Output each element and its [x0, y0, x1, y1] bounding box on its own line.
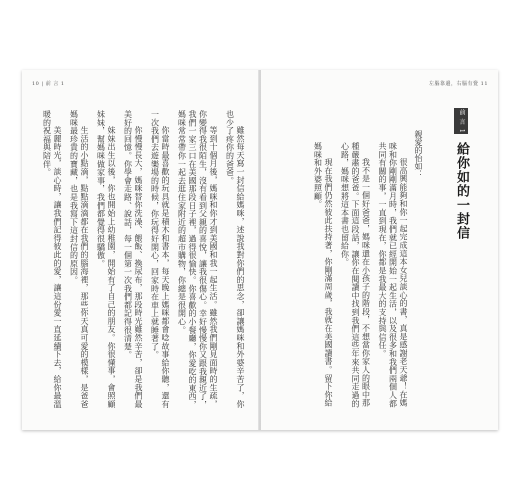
chapter-title: 給你如的一封信 — [454, 142, 469, 240]
left-page-folio: 10 | 前 言 1 — [32, 81, 65, 87]
chapter-label: 前 言 1 — [454, 108, 468, 134]
book-spread — [22, 70, 498, 430]
right-page-folio: 左腦靠邊，右腦有覺 11 — [429, 81, 488, 87]
body-paragraph: 妹妹出生以後，你也開始上幼稚園，開始有了自己的朋友。你很懂事，會照顧妹妹，幫媽咪做家事，我們都覺得很驕傲。 — [96, 110, 116, 409]
salutation: 親愛的怡如： — [414, 130, 423, 178]
body-paragraph: 美麗時光，談心時，讓我們記得彼此的愛，讓這份愛一直延續下去，給你最溫暖的祝福與陪伴。 — [42, 110, 62, 409]
left-page-body — [42, 110, 245, 410]
body-paragraph: 生活的小點滴，點點滴滴都在我們的腦海裡，那些你天真可愛的模樣，是爸爸媽咪最珍貴的寶藏，也是我寫下這封信的原因。 — [69, 110, 89, 409]
body-paragraph: 你當時最喜歡的玩具就是積木和書本，每天晚上媽咪都會唸故事給你聽，還有一次我們去遊樂場的時候，你玩得好開心，回家時在車上就睡著了。 — [150, 110, 170, 409]
body-paragraph: 等到十個月後，媽咪和你才到美國和我一起生活。雖然我們剛見面時的生疏，你變得我很陌生，沒有看到父親的喜悅，讓我很傷心。幸好慢慢你又跟我親近了，我們一家三口在美國那段日子裡，過得很愉快。你喜歡的小餐廳，你愛吃的東西，媽咪常常帶你一起去逛住家附近的超市購物，你總是很開心。 — [177, 110, 218, 409]
left-page — [22, 70, 259, 430]
body-paragraph: 我不是一個好爸爸，媽咪還在小孩子的階段，不想當你家人的眼中那種嚴肅的爸爸。下面這段話，讓你在閱讀中找到我們這些年來共同走過的心路，媽咪想將這本書也留給你。 — [340, 142, 371, 408]
body-paragraph: 現在我們仍然彼此扶持著，你剛滿周歲，我就在美國讀書。留下你給媽咪和外婆照顧。 — [313, 142, 333, 407]
body-paragraph: 雖然每天寫一封信給媽咪，述說我對你們的思念，卻讓媽咪和外婆辛苦了，你也少了疼你的爸爸。 — [225, 110, 245, 409]
body-paragraph: 你慢慢長大，媽咪替你洗澡、餵飯、換尿布，那段時光雖然辛苦，卻是我們最美好的回憶。你學會走路、說話，每一個第一次我們都記得很清楚。 — [123, 110, 143, 409]
right-page — [261, 70, 498, 430]
right-page-body — [288, 142, 408, 410]
body-paragraph: 很高興能夠和你一起完成這本女兒談心的書，真是感謝老天爺！在媽咪和你剛剛滿月時，我們就已經開始一起生活，以及很多和我們兩個人都共同有關的事，一直到現在，你都是我最大的支持與信任。 — [378, 142, 408, 408]
